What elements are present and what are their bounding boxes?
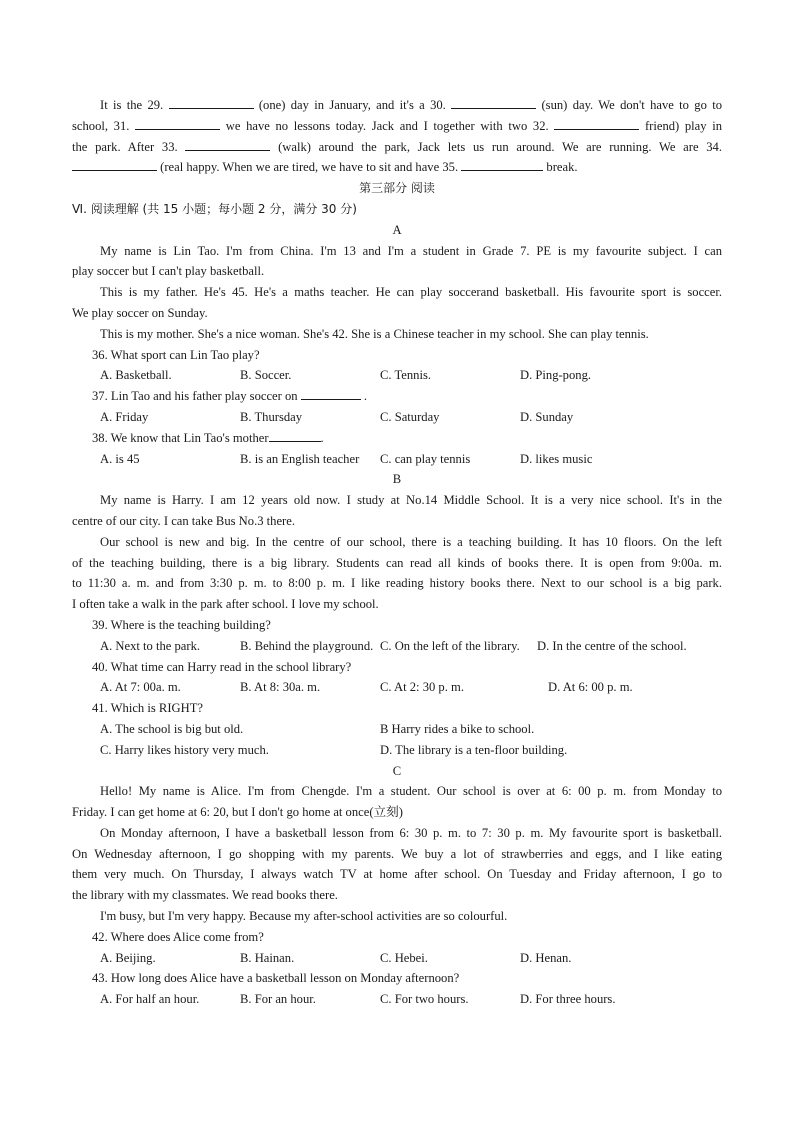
passage-a-line: This is my father. He's 45. He's a maths teacher. He can play soccerand basketball. His favourite sport is soccer. <box>100 285 722 300</box>
question-41-options-row2 <box>72 740 722 761</box>
option-d[interactable]: D. The library is a ten-floor building. <box>380 742 568 757</box>
answer-blank-37[interactable] <box>301 386 361 400</box>
option-d[interactable]: D. Sunday <box>520 409 574 424</box>
option-b[interactable]: B. Soccer. <box>240 368 292 383</box>
answer-blank-34[interactable] <box>72 157 157 171</box>
passage-c-line: On Wednesday afternoon, I go shopping with my parents. We buy a lot of strawberries and eggs, and I like eating <box>72 846 722 861</box>
passage-a-label: A <box>392 222 402 237</box>
option-b[interactable]: B Harry rides a bike to school. <box>380 721 535 736</box>
cloze-line-3: the park. After 33. (walk) around the park, Jack lets us run around. We are running. We are 34. <box>72 137 722 158</box>
option-c[interactable]: C. Hebei. <box>380 950 428 965</box>
passage-c-line: On Monday afternoon, I have a basketball lesson from 6: 30 p. m. to 7: 30 p. m. My favourite sport is basketball. <box>100 825 722 840</box>
question-39-options <box>72 636 722 657</box>
option-a[interactable]: A. The school is big but old. <box>100 721 244 736</box>
passage-b-line: to 11:30 a. m. and from 3:30 p. m. to 8:00 p. m. I like reading history books there. Next to our school is a big park. <box>72 576 722 591</box>
cloze-line-4: (real happy. When we are tired, we have to sit and have 35. break. <box>72 157 722 178</box>
option-d[interactable]: D. likes music <box>520 451 593 466</box>
cloze-line-1: It is the 29. (one) day in January, and it's a 30. (sun) day. We don't have to go to <box>72 95 722 116</box>
option-c[interactable]: C. At 2: 30 p. m. <box>380 680 464 695</box>
option-b[interactable]: B. At 8: 30a. m. <box>240 680 321 695</box>
section-title: Ⅵ. 阅读理解 (共 15 小题；每小题 2 分，满分 30 分) <box>72 201 357 216</box>
passage-b-line: centre of our city. I can take Bus No.3 there. <box>72 513 295 528</box>
answer-blank-33[interactable] <box>185 137 270 151</box>
question-37-stem: 37. Lin Tao and his father play soccer on . <box>72 386 722 407</box>
question-40-stem: 40. What time can Harry read in the school library? <box>92 659 352 674</box>
option-c[interactable]: C. On the left of the library. <box>380 638 520 653</box>
option-d[interactable]: D. For three hours. <box>520 992 616 1007</box>
passage-a-line: play soccer but I can't play basketball. <box>72 264 265 279</box>
option-c[interactable]: C. can play tennis <box>380 451 471 466</box>
question-41-options-row1 <box>72 719 722 740</box>
passage-c-line: I'm busy, but I'm very happy. Because my after-school activities are so colourful. <box>100 909 508 924</box>
option-c[interactable]: C. For two hours. <box>380 992 469 1007</box>
option-b[interactable]: B. is an English teacher <box>240 451 360 466</box>
passage-b-line: I often take a walk in the park after school. I love my school. <box>72 597 379 612</box>
answer-blank-29[interactable] <box>169 95 254 109</box>
passage-a-line: We play soccer on Sunday. <box>72 305 208 320</box>
option-a[interactable]: A. For half an hour. <box>100 992 200 1007</box>
passage-b-line: of the teaching building, there is a big library. Students can read all kinds of books there. It is open from 9:00a. m. <box>72 555 722 570</box>
passage-c-label: C <box>392 763 402 778</box>
passage-c-line: Friday. I can get home at 6: 20, but I don't go home at once(立刻) <box>72 805 403 820</box>
passage-c-line: Hello! My name is Alice. I'm from Chengde. I'm a student. Our school is over at 6: 00 p. m. from Monday to <box>100 784 722 799</box>
passage-c-line: them very much. On Thursday, I always watch TV at home after school. On Tuesday and Friday afternoon, I go to <box>72 867 722 882</box>
option-d[interactable]: D. At 6: 00 p. m. <box>548 680 633 695</box>
part-title: 第三部分 阅读 <box>359 181 435 196</box>
option-b[interactable]: B. Thursday <box>240 409 303 424</box>
answer-blank-30[interactable] <box>451 95 536 109</box>
question-43-options <box>72 989 722 1010</box>
option-a[interactable]: A. Friday <box>100 409 149 424</box>
question-37-options <box>72 407 722 428</box>
question-42-options <box>72 948 722 969</box>
passage-a-line: My name is Lin Tao. I'm from China. I'm 13 and I'm a student in Grade 7. PE is my favourite subject. I can <box>100 243 722 258</box>
option-c[interactable]: C. Saturday <box>380 409 440 424</box>
option-c[interactable]: C. Tennis. <box>380 368 432 383</box>
option-b[interactable]: B. Behind the playground. <box>240 638 374 653</box>
passage-b-label: B <box>392 472 402 487</box>
option-d[interactable]: D. In the centre of the school. <box>537 638 687 653</box>
option-c[interactable]: C. Harry likes history very much. <box>100 742 269 757</box>
passage-b-line: My name is Harry. I am 12 years old now. I study at No.14 Middle School. It is a very nice school. It's in the <box>100 493 722 508</box>
passage-b-line: Our school is new and big. In the centre of our school, there is a teaching building. It has 10 floors. On the left <box>100 534 722 549</box>
question-36-options <box>72 365 722 386</box>
question-38-stem: 38. We know that Lin Tao's mother . <box>72 428 722 449</box>
option-a[interactable]: A. Beijing. <box>100 950 156 965</box>
option-d[interactable]: D. Henan. <box>520 950 572 965</box>
option-a[interactable]: A. Basketball. <box>100 368 172 383</box>
question-40-options <box>72 677 722 698</box>
question-42-stem: 42. Where does Alice come from? <box>92 929 264 944</box>
cloze-line-2: school, 31. we have no lessons today. Jack and I together with two 32. friend) play in <box>72 116 722 137</box>
option-a[interactable]: A. At 7: 00a. m. <box>100 680 181 695</box>
option-b[interactable]: B. For an hour. <box>240 992 316 1007</box>
answer-blank-32[interactable] <box>554 116 639 130</box>
question-41-stem: 41. Which is RIGHT? <box>92 701 203 716</box>
exam-page <box>72 95 722 1010</box>
option-d[interactable]: D. Ping-pong. <box>520 368 592 383</box>
question-43-stem: 43. How long does Alice have a basketball lesson on Monday afternoon? <box>92 971 460 986</box>
passage-c-line: the library with my classmates. We read books there. <box>72 888 338 903</box>
question-36-stem: 36. What sport can Lin Tao play? <box>92 347 260 362</box>
answer-blank-35[interactable] <box>461 157 543 171</box>
question-39-stem: 39. Where is the teaching building? <box>92 617 271 632</box>
option-b[interactable]: B. Hainan. <box>240 950 295 965</box>
question-38-options <box>72 449 722 470</box>
passage-a-line: This is my mother. She's a nice woman. She's 42. She is a Chinese teacher in my school. She can play tennis. <box>100 326 649 341</box>
option-a[interactable]: A. Next to the park. <box>100 638 201 653</box>
option-a[interactable]: A. is 45 <box>100 451 140 466</box>
answer-blank-38[interactable] <box>269 428 321 442</box>
answer-blank-31[interactable] <box>135 116 220 130</box>
